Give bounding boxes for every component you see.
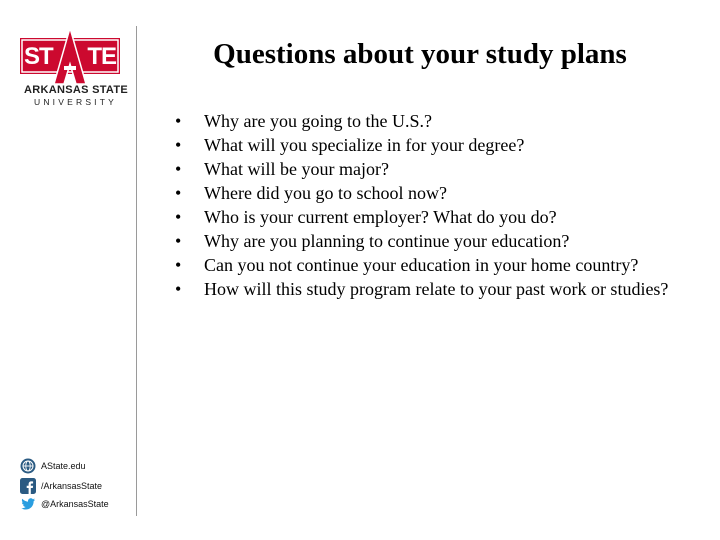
list-item: • Can you not continue your education in your home country? [175,255,639,275]
list-item-text: Who is your current employer? What do you do? [204,207,557,227]
logo-university-name: ARKANSAS STATE [24,84,129,96]
twitter-text: @ArkansasState [41,499,109,509]
globe-icon [20,458,36,474]
list-item: • Why are you planning to continue your education? [175,231,570,251]
slide-title: Questions about your study plans [213,38,627,70]
vertical-divider [136,26,137,516]
list-item: • What will you specialize in for your degree? [175,135,525,155]
facebook-icon [20,478,36,494]
list-item-text: What will be your major? [204,159,389,179]
list-item: • Where did you go to school now? [175,183,447,203]
logo-university-label: UNIVERSITY [34,97,118,107]
astate-logo: ST TE [20,28,120,108]
list-item-text: Why are you going to the U.S.? [204,111,432,131]
list-item-text: What will you specialize in for your degree? [204,135,525,155]
list-item-text: Why are you planning to continue your education? [204,231,570,251]
list-item-text: How will this study program relate to your past work or studies? [204,279,669,299]
website-text: AState.edu [41,461,86,471]
list-item-text: Can you not continue your education in your home country? [204,255,639,275]
question-list [175,109,675,301]
state-wordmark [20,28,120,84]
list-item: • How will this study program relate to your past work or studies? [175,279,669,299]
list-item: • Why are you going to the U.S.? [175,111,432,131]
facebook-text: /ArkansasState [41,481,103,491]
list-item: • What will be your major? [175,159,389,179]
list-item-text: Where did you go to school now? [204,183,447,203]
twitter-icon [20,496,36,512]
list-item: • Who is your current employer? What do you do? [175,207,557,227]
